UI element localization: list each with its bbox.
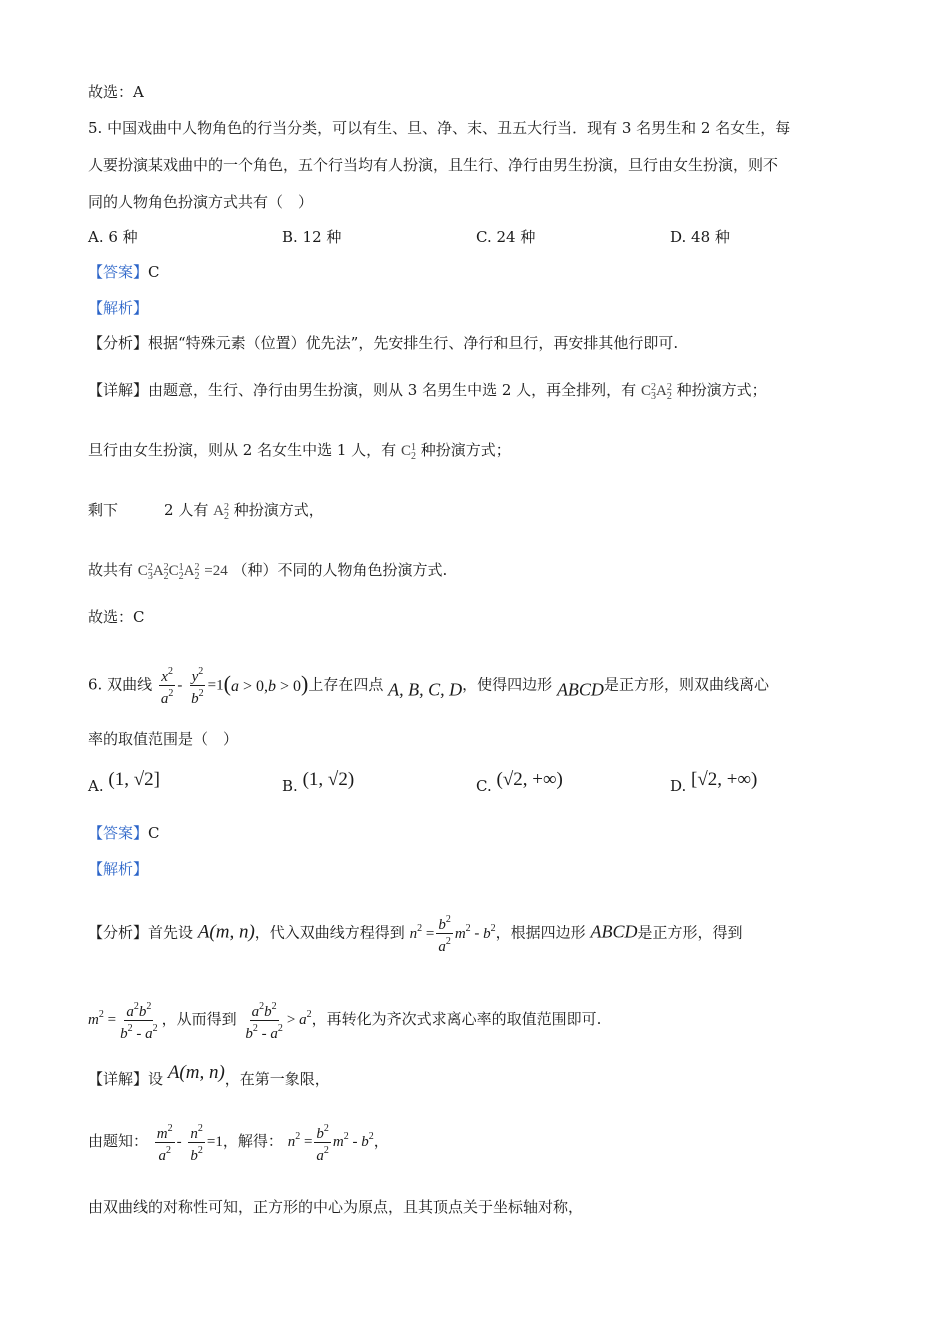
frac-m2-a2: $\frac{m^2}{a^2}$	[156, 1122, 173, 1164]
detail-text: 由题意，生行、净行由男生扮演，则从 3 名男生中选 2 人，再全排列，有	[148, 381, 637, 399]
q6-option-c	[476, 770, 563, 796]
q6-analysis-tag: 【解析】	[88, 860, 149, 878]
q6-fenxi-line2: $m^2$ = $\frac{a^2b^2}{b^2 - a^2}$ ，从而得到 $\frac{a^2b^2}{b^2 - a^2}$ > $a^2$，再转化为齐次式求离心率的取值范围即可.	[88, 1000, 602, 1042]
fenxi-text: ，再转化为齐次式求离心率的取值范围即可.	[311, 1010, 602, 1028]
fenxi-text: ，代入双曲线方程得到	[254, 923, 405, 942]
fenxi-text: 根据“特殊元素（位置）优先法”，先安排生行、净行和旦行，再安排其他行即可.	[148, 334, 679, 352]
q5-stem-line1: 5. 中国戏曲中人物角色的行当分类，可以有生、旦、净、末、丑五大行当．现有 3 名男生和 2 名女生，每	[88, 119, 791, 137]
detail-text: ，	[373, 1132, 389, 1150]
q6-option-b	[282, 770, 354, 796]
fenxi-text: 首先设	[148, 923, 194, 942]
q6-fenxi-line1: 【分析】首先设 A(m, n)，代入双曲线方程得到 $n^2$ = $\frac{b^2}{a^2}$ $m^2 - b^2$，根据四边形 ABCD是正方形，得到	[88, 914, 743, 955]
detail-text: 种扮演方式；	[420, 441, 511, 459]
option-expr: [√2, +∞)	[691, 769, 758, 790]
q5-detail-line1	[88, 380, 767, 401]
fenxi-tag: 【分析】	[88, 923, 149, 942]
option-expr: (1, √2)	[302, 769, 355, 790]
q5-option-d: D. 48 种	[670, 228, 730, 246]
q5-fenxi	[88, 333, 678, 353]
formula-total: C 2 3 A 2 2 C 1 2 A 2 2	[137, 561, 200, 582]
q5-stem-line2: 人要扮演某戏曲中的一个角色，五个行当均有人扮演，且生行、净行由男生扮演，旦行由女生扮演，则不	[88, 156, 779, 174]
q6-answer	[88, 823, 160, 843]
stem-text: 是正方形，则双曲线离心	[603, 675, 769, 694]
q5-option-c: C. 24 种	[476, 228, 536, 246]
q5-option-b: B. 12 种	[282, 228, 342, 246]
detail-text: 故共有	[88, 561, 134, 579]
formula-n2: $n^2$ =	[409, 922, 435, 942]
frac-ineq: $\frac{a^2b^2}{b^2 - a^2}$	[245, 1000, 283, 1042]
fenxi-text: ，根据四边形	[495, 923, 586, 942]
formula-a22: A 2 2	[213, 501, 229, 522]
option-expr: (√2, +∞)	[496, 769, 563, 790]
q6-options	[88, 764, 868, 795]
frac-m2: $\frac{a^2b^2}{b^2 - a^2}$	[120, 1000, 158, 1042]
fenxi-text: ，从而得到	[161, 1010, 237, 1028]
q5-detail-line2	[88, 440, 511, 461]
detail-text: 剩下	[88, 501, 119, 519]
frac-y2-b2: $\frac{y^2}{b^2}$	[191, 666, 204, 707]
q5-detail-line4	[88, 560, 447, 581]
point-a: A(m, n)	[197, 921, 255, 943]
detail-text: ，在第一象限，	[224, 1070, 330, 1088]
q6-option-a	[88, 770, 160, 796]
q5-final: 故选：C	[88, 608, 145, 626]
formula-n2: $n^2$ =	[287, 1131, 313, 1150]
detail-text: 种扮演方式，	[233, 501, 324, 519]
q6-stem-line2: 率的取值范围是（ ）	[88, 730, 239, 748]
condition: (a > 0,b > 0)	[223, 671, 309, 696]
formula-c21: C 1 2	[400, 441, 416, 462]
quad-abcd: ABCD	[556, 679, 604, 700]
detail-text: 设	[148, 1070, 164, 1088]
q5-options	[88, 227, 868, 247]
option-expr: (1, √2]	[108, 769, 160, 790]
answer-value: C	[148, 824, 160, 842]
option-letter: B.	[282, 777, 298, 795]
q5-stem-line3: 同的人物角色扮演方式共有（ ）	[88, 193, 314, 211]
detail-text: 由题知：	[88, 1132, 149, 1150]
q6-stem-line1: 6. 双曲线 $\frac{x^2}{a^2}$ - $\frac{y^2}{b^2}$ =1(a > 0,b > 0)上存在四点 A, B, C, D，使得四边形 ABCD是正方形，则双曲线离心	[88, 666, 769, 707]
option-letter: D.	[670, 777, 687, 795]
detail-text: （种）不同的人物角色扮演方式.	[232, 561, 448, 579]
fenxi-tag: 【分析】	[88, 334, 149, 352]
frac-b2-a2: $\frac{b^2}{a^2}$	[438, 914, 451, 955]
q6-detail-line1	[88, 1058, 330, 1094]
stem-text: 6. 双曲线	[88, 675, 153, 694]
detail-text: 种扮演方式；	[676, 381, 767, 399]
formula-result: =24	[204, 563, 228, 579]
q6-option-d	[670, 770, 757, 796]
detail-text: 旦行由女生扮演，则从 2 名女生中选 1 人，有	[88, 441, 397, 459]
option-letter: A.	[88, 777, 104, 795]
q5-answer	[88, 262, 160, 282]
stem-text: ，使得四边形	[462, 675, 553, 694]
answer-value: C	[148, 263, 160, 281]
q6-detail-line2: 由题知： $\frac{m^2}{a^2}$ - $\frac{n^2}{b^2}$ =1，解得： $n^2$ = $\frac{b^2}{a^2}$ $m^2 - b^2$，	[88, 1122, 389, 1164]
frac-b2-a2: $\frac{b^2}{a^2}$	[316, 1122, 329, 1164]
fenxi-text: 是正方形，得到	[637, 923, 743, 942]
q6-detail-line3: 由双曲线的对称性可知，正方形的中心为原点，且其顶点关于坐标轴对称，	[88, 1198, 584, 1216]
answer-tag: 【答案】	[88, 824, 149, 842]
prev-answer: 故选：A	[88, 83, 144, 101]
xiangjie-tag: 【详解】	[88, 1070, 149, 1088]
detail-text: ，解得：	[222, 1132, 283, 1150]
formula-c32a22: C 2 3 A 2 2	[640, 381, 672, 402]
q5-detail-line3	[88, 500, 324, 521]
xiangjie-tag: 【详解】	[88, 381, 149, 399]
points-abcd: A, B, C, D	[388, 679, 463, 700]
formula-m2: $m^2$ =	[88, 1009, 117, 1028]
point-a: A(m, n)	[167, 1062, 225, 1083]
stem-text: 上存在四点	[308, 675, 384, 694]
frac-n2-b2: $\frac{n^2}{b^2}$	[190, 1122, 203, 1164]
detail-text: 2 人有	[164, 501, 209, 519]
frac-x2-a2: $\frac{x^2}{a^2}$	[160, 666, 174, 707]
q5-analysis-tag: 【解析】	[88, 299, 149, 317]
quad-abcd: ABCD	[590, 921, 638, 942]
answer-tag: 【答案】	[88, 263, 149, 281]
option-letter: C.	[476, 777, 492, 795]
q5-option-a: A. 6 种	[88, 228, 138, 246]
